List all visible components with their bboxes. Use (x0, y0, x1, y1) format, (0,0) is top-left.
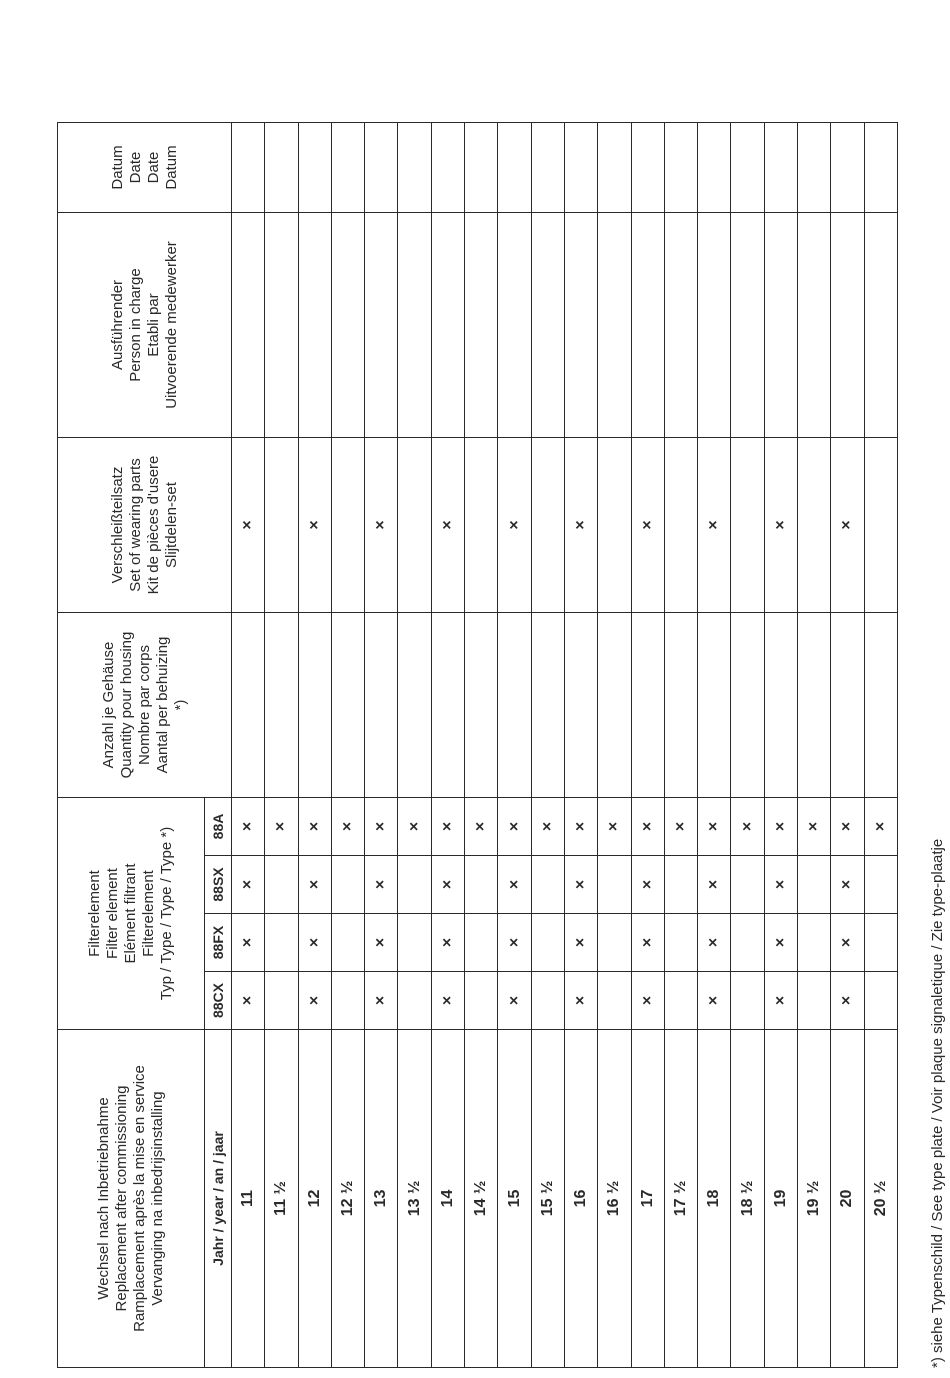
header-quantity-line: Aantal per behuizing (153, 636, 171, 774)
header-filter-line: Filterelement (140, 870, 157, 957)
wear-parts-cell: × (631, 438, 664, 613)
wear-parts-cell: × (365, 438, 398, 613)
mark-88sx-cell: × (698, 856, 731, 914)
mark-88sx-cell (531, 856, 564, 914)
date-cell (265, 123, 298, 213)
mark-88fx-cell (598, 914, 631, 972)
mark-88a-cell: × (232, 798, 265, 856)
table-row (365, 123, 398, 1368)
header-date-line: Date (144, 151, 162, 184)
mark-88sx-cell: × (564, 856, 597, 914)
header-filter-line: Elément filtrant (122, 863, 139, 964)
mark-88fx-cell (398, 914, 431, 972)
date-cell (731, 123, 764, 213)
person-cell (598, 213, 631, 438)
person-cell (798, 213, 831, 438)
mark-88a-cell: × (531, 798, 564, 856)
mark-88a-cell: × (631, 798, 664, 856)
quantity-cell (664, 613, 697, 798)
wear-parts-cell (465, 438, 498, 613)
person-cell (631, 213, 664, 438)
year-cell: 17 ½ (664, 1030, 697, 1368)
year-cell: 15 ½ (531, 1030, 564, 1368)
header-person-line: Person in charge (126, 268, 144, 382)
mark-88cx-cell: × (298, 972, 331, 1030)
date-cell (698, 123, 731, 213)
person-cell (365, 213, 398, 438)
person-cell (265, 213, 298, 438)
subheader-type-88sx: 88SX (205, 856, 232, 914)
header-date (58, 123, 232, 213)
year-cell: 12 (298, 1030, 331, 1368)
date-cell (331, 123, 364, 213)
mark-88sx-cell (731, 856, 764, 914)
wear-parts-cell (864, 438, 897, 613)
table-row (864, 123, 897, 1368)
header-date-line: Datum (108, 145, 126, 190)
quantity-cell (831, 613, 864, 798)
wear-parts-cell: × (431, 438, 464, 613)
header-replacement-line: Ramplacement après la mise en service (131, 1065, 148, 1332)
year-cell: 13 ½ (398, 1030, 431, 1368)
quantity-cell (498, 613, 531, 798)
mark-88a-cell: × (431, 798, 464, 856)
quantity-cell (398, 613, 431, 798)
mark-88a-cell: × (331, 798, 364, 856)
header-filter-line: Typ / Type / Type / Type *) (158, 826, 175, 1001)
date-cell (365, 123, 398, 213)
year-cell: 16 (564, 1030, 597, 1368)
mark-88fx-cell: × (298, 914, 331, 972)
footnote: *) siehe Typenschild / See type plate / Voir plaque signaletique / Zie type-plaatje (929, 838, 946, 1368)
wear-parts-cell (531, 438, 564, 613)
date-cell (864, 123, 897, 213)
wear-parts-cell: × (298, 438, 331, 613)
person-cell (664, 213, 697, 438)
wear-parts-cell (398, 438, 431, 613)
quantity-cell (465, 613, 498, 798)
quantity-cell (631, 613, 664, 798)
mark-88sx-cell (864, 856, 897, 914)
mark-88sx-cell (798, 856, 831, 914)
mark-88sx-cell: × (831, 856, 864, 914)
date-cell (564, 123, 597, 213)
quantity-cell (431, 613, 464, 798)
wear-parts-cell (664, 438, 697, 613)
wear-parts-cell (731, 438, 764, 613)
mark-88cx-cell (398, 972, 431, 1030)
mark-88sx-cell (398, 856, 431, 914)
date-cell (664, 123, 697, 213)
quantity-cell (798, 613, 831, 798)
year-cell: 17 (631, 1030, 664, 1368)
date-cell (598, 123, 631, 213)
date-cell (798, 123, 831, 213)
year-cell: 12 ½ (331, 1030, 364, 1368)
subheader-type-88cx: 88CX (205, 972, 232, 1030)
quantity-cell (564, 613, 597, 798)
table-row (465, 123, 498, 1368)
wear-parts-cell (798, 438, 831, 613)
mark-88cx-cell (265, 972, 298, 1030)
mark-88cx-cell (598, 972, 631, 1030)
mark-88a-cell: × (398, 798, 431, 856)
mark-88cx-cell (531, 972, 564, 1030)
mark-88a-cell: × (564, 798, 597, 856)
table-row (531, 123, 564, 1368)
date-cell (232, 123, 265, 213)
header-person-line: Etabli par (144, 293, 162, 357)
year-cell: 13 (365, 1030, 398, 1368)
mark-88a-cell: × (698, 798, 731, 856)
wear-parts-cell: × (764, 438, 797, 613)
header-filter-line: Filterelement (86, 870, 103, 957)
date-cell (831, 123, 864, 213)
quantity-cell (298, 613, 331, 798)
mark-88fx-cell (265, 914, 298, 972)
mark-88fx-cell (731, 914, 764, 972)
date-cell (531, 123, 564, 213)
mark-88a-cell: × (798, 798, 831, 856)
subheader-type-88fx: 88FX (205, 914, 232, 972)
wear-parts-cell (598, 438, 631, 613)
mark-88fx-cell: × (365, 914, 398, 972)
wear-parts-cell: × (564, 438, 597, 613)
mark-88a-cell: × (598, 798, 631, 856)
person-cell (564, 213, 597, 438)
header-quantity-line: *) (171, 699, 189, 711)
year-cell: 20 (831, 1030, 864, 1368)
mark-88cx-cell (331, 972, 364, 1030)
mark-88fx-cell: × (431, 914, 464, 972)
quantity-cell (531, 613, 564, 798)
table-row (331, 123, 364, 1368)
mark-88sx-cell (664, 856, 697, 914)
year-cell: 15 (498, 1030, 531, 1368)
date-cell (298, 123, 331, 213)
date-cell (631, 123, 664, 213)
header-person-line: Uitvoerende medewerker (162, 241, 180, 409)
year-cell: 14 (431, 1030, 464, 1368)
mark-88fx-cell (331, 914, 364, 972)
person-cell (864, 213, 897, 438)
table-row (664, 123, 697, 1368)
mark-88sx-cell: × (298, 856, 331, 914)
year-cell: 11 (232, 1030, 265, 1368)
header-wear-parts (58, 438, 232, 613)
mark-88fx-cell: × (498, 914, 531, 972)
header-wear-line: Verschleißteilsatz (108, 466, 126, 584)
quantity-cell (598, 613, 631, 798)
mark-88sx-cell: × (431, 856, 464, 914)
header-wear-line: Slijtdelen-set (162, 482, 180, 568)
wear-parts-cell: × (698, 438, 731, 613)
person-cell (298, 213, 331, 438)
table-row (431, 123, 464, 1368)
subheader-year: Jahr / year / an / jaar (205, 1030, 232, 1368)
mark-88sx-cell (331, 856, 364, 914)
mark-88cx-cell (864, 972, 897, 1030)
header-filter (58, 798, 205, 1030)
quantity-cell (698, 613, 731, 798)
mark-88cx-cell (465, 972, 498, 1030)
header-wear-line: Kit de pièces d'usere (144, 455, 162, 595)
person-cell (764, 213, 797, 438)
mark-88a-cell: × (298, 798, 331, 856)
year-cell: 14 ½ (465, 1030, 498, 1368)
table-row (598, 123, 631, 1368)
mark-88sx-cell (598, 856, 631, 914)
mark-88sx-cell: × (365, 856, 398, 914)
mark-88fx-cell (531, 914, 564, 972)
quantity-cell (265, 613, 298, 798)
date-cell (431, 123, 464, 213)
quantity-cell (331, 613, 364, 798)
year-cell: 18 ½ (731, 1030, 764, 1368)
header-person (58, 213, 232, 438)
year-cell: 16 ½ (598, 1030, 631, 1368)
wear-parts-cell (331, 438, 364, 613)
header-wear-line: Set of wearing parts (126, 458, 144, 592)
table-row (764, 123, 797, 1368)
wear-parts-cell: × (232, 438, 265, 613)
mark-88fx-cell: × (232, 914, 265, 972)
wear-parts-cell: × (831, 438, 864, 613)
date-cell (465, 123, 498, 213)
person-cell (331, 213, 364, 438)
mark-88fx-cell: × (698, 914, 731, 972)
header-quantity (58, 613, 232, 798)
mark-88a-cell: × (664, 798, 697, 856)
header-date-line: Date (126, 151, 144, 184)
header-quantity-line: Quantity pour housing (117, 631, 135, 779)
mark-88cx-cell (664, 972, 697, 1030)
person-cell (431, 213, 464, 438)
year-cell: 19 (764, 1030, 797, 1368)
year-cell: 18 (698, 1030, 731, 1368)
year-cell: 19 ½ (798, 1030, 831, 1368)
mark-88a-cell: × (764, 798, 797, 856)
person-cell (531, 213, 564, 438)
mark-88sx-cell: × (232, 856, 265, 914)
date-cell (498, 123, 531, 213)
mark-88a-cell: × (265, 798, 298, 856)
table-row (831, 123, 864, 1368)
date-cell (764, 123, 797, 213)
mark-88cx-cell: × (564, 972, 597, 1030)
quantity-cell (232, 613, 265, 798)
subheader-type-88a: 88A (205, 798, 232, 856)
person-cell (465, 213, 498, 438)
year-cell: 11 ½ (265, 1030, 298, 1368)
person-cell (731, 213, 764, 438)
year-cell: 20 ½ (864, 1030, 897, 1368)
mark-88cx-cell: × (365, 972, 398, 1030)
mark-88a-cell: × (498, 798, 531, 856)
maintenance-table (57, 122, 898, 1368)
mark-88fx-cell (465, 914, 498, 972)
mark-88cx-cell: × (831, 972, 864, 1030)
header-quantity-line: Anzahl je Gehäuse (99, 641, 117, 769)
mark-88fx-cell: × (564, 914, 597, 972)
mark-88a-cell: × (465, 798, 498, 856)
header-date-line: Datum (162, 145, 180, 190)
table-body (232, 123, 898, 1368)
person-cell (232, 213, 265, 438)
person-cell (498, 213, 531, 438)
mark-88a-cell: × (365, 798, 398, 856)
header-person-line: Ausführender (108, 279, 126, 371)
mark-88fx-cell (864, 914, 897, 972)
mark-88sx-cell (265, 856, 298, 914)
header-filter-line: Filter element (104, 868, 121, 959)
mark-88fx-cell: × (764, 914, 797, 972)
mark-88a-cell: × (864, 798, 897, 856)
table-row (731, 123, 764, 1368)
header-replacement-line: Wechsel nach Inbetriebnahme (95, 1097, 112, 1300)
mark-88cx-cell (798, 972, 831, 1030)
mark-88fx-cell (798, 914, 831, 972)
header-replacement-line: Vervanging na inbedrijsinstalling (149, 1091, 166, 1306)
mark-88cx-cell: × (232, 972, 265, 1030)
mark-88sx-cell (465, 856, 498, 914)
table-row (698, 123, 731, 1368)
header-quantity-line: Nombre par corps (135, 644, 153, 766)
person-cell (698, 213, 731, 438)
mark-88cx-cell: × (431, 972, 464, 1030)
wear-parts-cell: × (498, 438, 531, 613)
quantity-cell (365, 613, 398, 798)
table-row (265, 123, 298, 1368)
table-row (564, 123, 597, 1368)
mark-88sx-cell: × (764, 856, 797, 914)
table-row (232, 123, 265, 1368)
mark-88a-cell: × (731, 798, 764, 856)
mark-88sx-cell: × (631, 856, 664, 914)
person-cell (831, 213, 864, 438)
mark-88fx-cell (664, 914, 697, 972)
mark-88cx-cell: × (631, 972, 664, 1030)
mark-88cx-cell: × (698, 972, 731, 1030)
table-row (298, 123, 331, 1368)
table-row (498, 123, 531, 1368)
mark-88sx-cell: × (498, 856, 531, 914)
mark-88fx-cell: × (631, 914, 664, 972)
table-row (398, 123, 431, 1368)
mark-88cx-cell (731, 972, 764, 1030)
person-cell (398, 213, 431, 438)
mark-88cx-cell: × (498, 972, 531, 1030)
rotated-sheet (57, 123, 946, 1368)
mark-88a-cell: × (831, 798, 864, 856)
header-replacement (58, 1030, 205, 1368)
table-row (798, 123, 831, 1368)
quantity-cell (731, 613, 764, 798)
table-row (631, 123, 664, 1368)
quantity-cell (864, 613, 897, 798)
header-replacement-line: Replacement after commissioning (113, 1085, 130, 1312)
mark-88cx-cell: × (764, 972, 797, 1030)
quantity-cell (764, 613, 797, 798)
date-cell (398, 123, 431, 213)
mark-88fx-cell: × (831, 914, 864, 972)
wear-parts-cell (265, 438, 298, 613)
